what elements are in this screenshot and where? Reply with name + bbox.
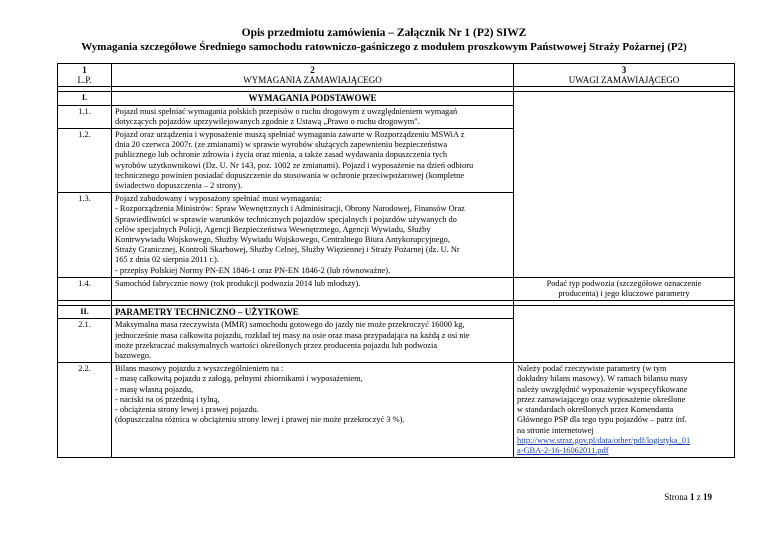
remarks-cell (514, 363, 735, 458)
section-title: WYMAGANIA PODSTAWOWE (112, 92, 514, 105)
text-line: (dopuszczalna różnica w obciążeniu strony lewej i prawej nie może przekroczyć 3 %). (115, 415, 405, 425)
text-line: Pojazd zabudowany i wyposażony spełniać musi wymagania: (115, 194, 322, 204)
column-label: L.P. (77, 75, 92, 86)
requirement-text (112, 193, 514, 278)
page-footer (664, 492, 712, 502)
text-line: producenta) i jego kluczowe parametry (558, 289, 690, 299)
column-label: WYMAGANIA ZAMAWIAJĄCEGO (243, 75, 382, 86)
text-line: Pojazd oraz urządzenia i wyposażenie muszą spełniać wymagania zawarte w Rozporządzeniu MSWiA z (115, 130, 465, 140)
text-line: - przepisy Polskiej Normy PN-EN 1846-1 oraz PN-EN 1846-2 (lub równoważne). (115, 265, 391, 275)
text-line: - naciski na oś przednią i tylną, (115, 394, 220, 404)
requirements-table (57, 63, 735, 458)
text-line: Głównego PSP dla tego typu pojazdów – patrz inf. (517, 415, 687, 425)
text-line: - masę własną pojazdu, (115, 384, 194, 394)
header-cell-lp (58, 64, 112, 87)
row-number: 1.1. (58, 105, 112, 128)
text-line: świadectwo dopuszczenia – 2 strony). (115, 181, 243, 191)
row-number: 1.3. (58, 193, 112, 278)
text-line: Maksymalna masa rzeczywista (MMR) samochodu gotowego do jazdy nie może przekroczyć 16000 kg, (115, 320, 465, 330)
header-cell-requirements (112, 64, 514, 87)
text-line: należy uwzględnić wyposażenie wyspecyfikowane (517, 384, 688, 394)
text-line: na stronie internetowej (517, 425, 594, 435)
text-line: Kontrwywiadu Wojskowego, Służby Wywiadu Wojskowego, Centralnego Biura Antykorupcyjnego, (115, 235, 450, 245)
document-title: Opis przedmiotu zamówienia – Załącznik Nr 1 (P2) SIWZ (241, 27, 527, 39)
text-line: może przekraczać maksymalnych wartości określonych przez producenta pojazdu lub podwozia (115, 340, 438, 350)
standards-link[interactable] (517, 436, 690, 455)
column-number: 1 (82, 65, 87, 75)
text-line: - masę całkowitą pojazdu z załogą, pełnymi zbiornikami i wyposażeniem, (115, 374, 363, 384)
section-row (58, 306, 735, 319)
row-number: 2.2. (58, 363, 112, 458)
text-line: dokładny bilans masowy). W ramach bilansu masy (517, 374, 688, 384)
remarks-cell (514, 306, 735, 363)
text-line: dnia 20 czerwca 2007r. (ze zmianami) w sprawie wyrobów służących zapewnieniu bezpieczeństwa (115, 140, 448, 150)
text-line: w standardach określonych przez Komendanta (517, 405, 674, 415)
text-line: Podać typ podwozia (szczegółowe oznaczenie (546, 278, 702, 288)
section-number: II. (58, 306, 112, 319)
column-number: 3 (621, 65, 627, 75)
table-row (58, 277, 735, 300)
section-title: PARAMETRY TECHNICZNO – UŻYTKOWE (112, 306, 514, 319)
header-cell-remarks (514, 64, 735, 87)
text-line: Należy podać rzeczywiste parametry (w tym (517, 364, 667, 374)
section-number: I. (58, 92, 112, 105)
row-number: 1.4. (58, 277, 112, 300)
text-line: dotyczących pojazdów uprzywilejowanych zgodnie z Ustawą „Prawo o ruchu drogowym". (115, 116, 420, 126)
remarks-cell (514, 92, 735, 277)
text-line: Pojazd musi spełniać wymagania polskich przepisów o ruchu drogowym z uwzględnieniem wymagań (115, 106, 458, 116)
table-header-row (58, 64, 735, 87)
text-line: - Rozporządzenia Ministrów: Spraw Wewnętrznych i Administracji, Obrony Narodowej, Finansów Oraz (115, 204, 465, 214)
requirement-text (112, 105, 514, 128)
text-line: przez zamawiającego oraz wyposażenie określone (517, 394, 686, 404)
section-row (58, 92, 735, 105)
row-number: 2.1. (58, 319, 112, 363)
total-pages: 19 (703, 492, 712, 502)
requirement-text (112, 363, 514, 458)
row-number: 1.2. (58, 129, 112, 193)
text-line: Bilans masowy pojazdu z wyszczególnieniem na : (115, 364, 284, 374)
page-separator: z (696, 492, 701, 502)
text-line: wyrobów użytkownikowi (Dz. U. Nr 143, poz. 1002 ze zmianami). Pojazd i wyposażenie na dzień odbioru (115, 160, 474, 170)
column-label: UWAGI ZAMAWIAJĄCEGO (568, 75, 680, 86)
text-line: Sprawiedliwości w sprawie warunków technicznych pojazdów specjalnych i pojazdów używanych do (115, 214, 457, 224)
column-number: 2 (310, 65, 315, 75)
text-line: celów specjalnych Policji, Agencji Bezpieczeństwa Wewnętrznego, Agencji Wywiadu, Służby (115, 224, 431, 234)
text-line: jednocześnie masa całkowita pojazdu, rozkład tej masy na osie oraz masa przypadająca na każdą z osi nie (115, 330, 470, 340)
text-line: publicznego lub ochronie zdrowia i życia oraz mienia, a także zasad wydawania dopuszczenia tych (115, 150, 448, 160)
page-label: Strona (664, 492, 688, 502)
link-line[interactable]: a-GBA-2-16-16062011.pdf (517, 445, 609, 455)
remarks-cell (514, 277, 735, 300)
link-line[interactable]: http://www.straz.gov.pl/data/other/pdf/logistyka_01 (517, 435, 691, 445)
current-page: 1 (690, 492, 695, 502)
text-line: - obciążenia strony lewej i prawej pojazdu. (115, 405, 259, 415)
text-line: Straży Granicznej, Kontroli Skarbowej, Służby Celnej, Służby Więziennej i Straży Pożarnej (dz. U. Nr (115, 245, 460, 255)
requirement-text: Samochód fabrycznie nowy (rok produkcji podwozia 2014 lub młodszy). (112, 277, 514, 300)
table-row (58, 363, 735, 458)
text-line: technicznego powinien posiadać dopuszczenie do stosowania w ochronie przeciwpożarowej (kompletne (115, 170, 465, 180)
requirement-text (112, 319, 514, 363)
text-line: 165 z dnia 02 sierpnia 2011 r.). (115, 255, 219, 265)
text-line: bazowego. (115, 351, 152, 361)
requirement-text (112, 129, 514, 193)
document-subtitle: Wymagania szczegółowe Średniego samochodu ratowniczo-gaśniczego z modułem proszkowym Państwowej Straży Pożarnej (P2) (81, 41, 687, 53)
